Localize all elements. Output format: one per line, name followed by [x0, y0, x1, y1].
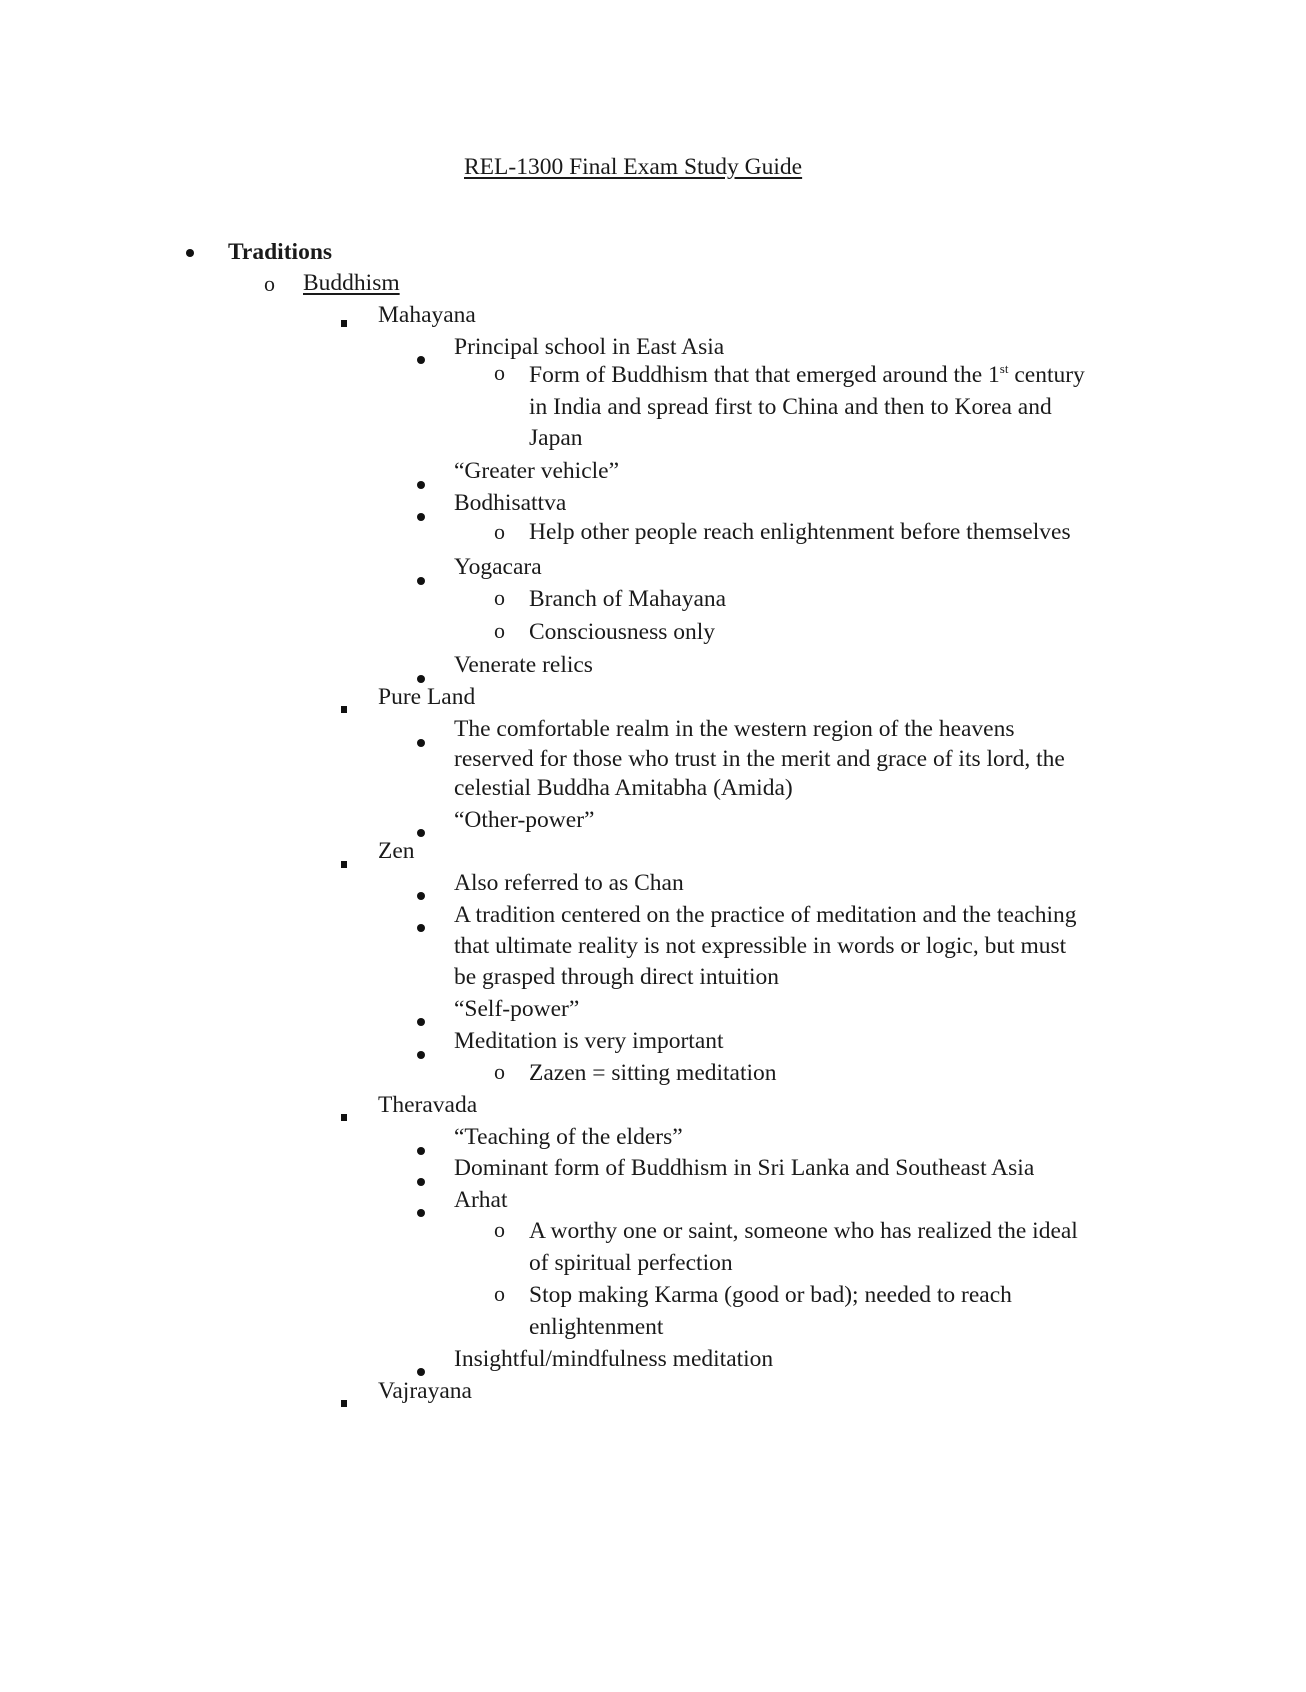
bodhisattva-item: Bodhisattva [454, 490, 567, 516]
bullet-square-icon [341, 320, 347, 327]
bullet-dot-icon [417, 675, 425, 683]
bullet-dot-icon [417, 1368, 425, 1376]
dominant-item: Dominant form of Buddhism in Sri Lanka and Southeast Asia [454, 1155, 1035, 1181]
karma-line1: Stop making Karma (good or bad); needed to reach [529, 1282, 1012, 1308]
form-item-line3: Japan [529, 425, 583, 451]
bullet-circle-icon: o [494, 585, 505, 610]
venerate-item: Venerate relics [454, 652, 593, 678]
bullet-dot-icon [417, 739, 425, 747]
bullet-dot-icon [417, 829, 425, 837]
greater-vehicle-item: “Greater vehicle” [454, 458, 620, 484]
bullet-dot-icon [417, 1147, 425, 1155]
bullet-circle-icon: o [494, 618, 505, 643]
bullet-dot-icon [417, 892, 425, 900]
arhat-sub-line2: of spiritual perfection [529, 1250, 733, 1276]
bullet-square-icon [341, 861, 347, 868]
chan-item: Also referred to as Chan [454, 870, 684, 896]
zazen-item: Zazen = sitting meditation [529, 1060, 777, 1086]
elders-item: “Teaching of the elders” [454, 1124, 683, 1150]
theravada-item: Theravada [378, 1092, 478, 1118]
bullet-circle-icon: o [494, 1059, 505, 1084]
bullet-dot-icon [417, 1209, 425, 1217]
zen-tradition-line2: that ultimate reality is not expressible in words or logic, but must [454, 933, 1067, 959]
zen-tradition-line1: A tradition centered on the practice of meditation and the teaching [454, 902, 1077, 928]
meditation-item: Meditation is very important [454, 1028, 724, 1054]
bullet-dot-icon [186, 249, 194, 257]
insightful-item: Insightful/mindfulness meditation [454, 1346, 774, 1372]
yogacara-sub-item: Consciousness only [529, 619, 716, 645]
zen-tradition-line3: be grasped through direct intuition [454, 964, 780, 990]
bullet-square-icon [341, 706, 347, 713]
karma-line2: enlightenment [529, 1314, 664, 1340]
bullet-circle-icon: o [494, 1217, 505, 1242]
bullet-circle-icon: o [494, 360, 505, 385]
form-item-line1: Form of Buddhism that that emerged around the 1st century [529, 361, 1085, 388]
traditions-heading: Traditions [228, 239, 333, 265]
bullet-circle-icon: o [494, 1281, 505, 1306]
bullet-square-icon [341, 1114, 347, 1121]
pure-land-desc-line3: celestial Buddha Amitabha (Amida) [454, 775, 793, 801]
bullet-circle-icon: o [264, 271, 275, 296]
form-item-line2: in India and spread first to China and then to Korea and [529, 394, 1052, 420]
buddhism-heading: Buddhism [303, 270, 400, 296]
zen-item: Zen [378, 838, 415, 864]
pure-land-desc-line2: reserved for those who trust in the merit and grace of its lord, the [454, 746, 1065, 772]
bullet-dot-icon [417, 924, 425, 932]
vajrayana-item: Vajrayana [378, 1378, 472, 1404]
arhat-sub-line1: A worthy one or saint, someone who has realized the ideal [529, 1218, 1078, 1244]
mahayana-item: Mahayana [378, 302, 476, 328]
bullet-circle-icon: o [494, 519, 505, 544]
principal-item: Principal school in East Asia [454, 334, 725, 360]
page-title: REL-1300 Final Exam Study Guide [464, 154, 803, 180]
bullet-dot-icon [417, 513, 425, 521]
pure-land-desc-line1: The comfortable realm in the western region of the heavens [454, 716, 1015, 742]
bodhisattva-sub-item: Help other people reach enlightenment before themselves [529, 519, 1071, 545]
yogacara-item: Yogacara [454, 554, 542, 580]
bullet-dot-icon [417, 1018, 425, 1026]
bullet-dot-icon [417, 1178, 425, 1186]
other-power-item: “Other-power” [454, 807, 595, 833]
bullet-dot-icon [417, 577, 425, 585]
yogacara-sub-item: Branch of Mahayana [529, 586, 727, 612]
self-power-item: “Self-power” [454, 996, 580, 1022]
bullet-square-icon [341, 1400, 347, 1407]
bullet-dot-icon [417, 1051, 425, 1059]
pure-land-item: Pure Land [378, 684, 476, 710]
bullet-dot-icon [417, 356, 425, 364]
bullet-dot-icon [417, 481, 425, 489]
arhat-item: Arhat [454, 1187, 508, 1213]
